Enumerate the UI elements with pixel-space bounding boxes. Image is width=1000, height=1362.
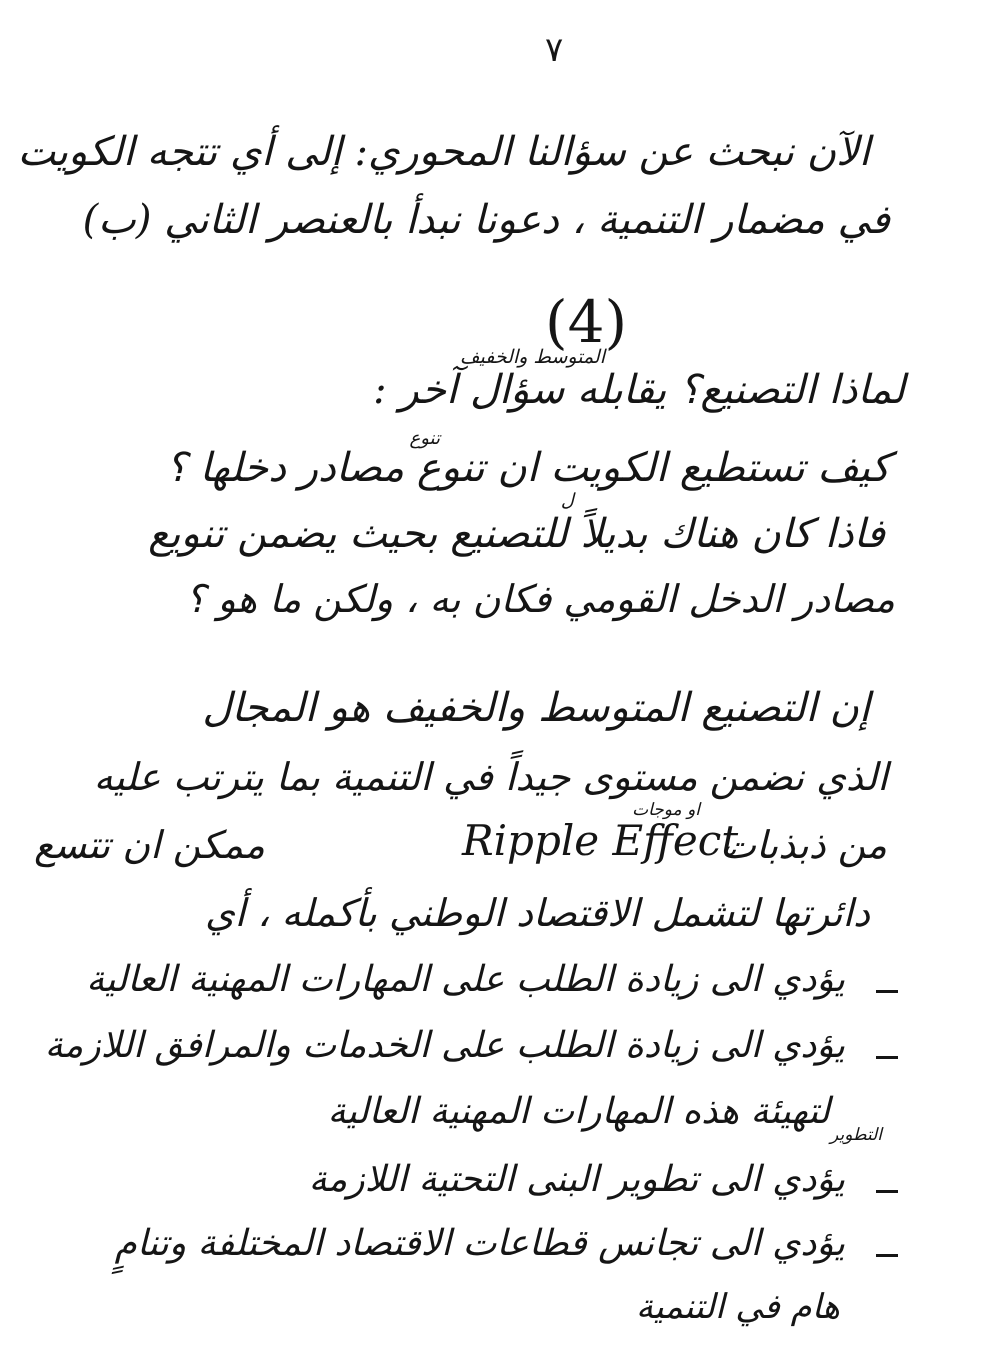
annotation-diversify: تنوع bbox=[409, 428, 440, 449]
bullet-3: يؤدي الى تطوير البنى التحتية اللازمة bbox=[308, 1159, 845, 1200]
section-number: (4) bbox=[545, 288, 628, 356]
bullet-4-continuation: هام في التنمية bbox=[635, 1287, 840, 1327]
question-line-3: فاذا كان هناك بديلاً للتصنيع بحيث يضمن تنويع bbox=[148, 511, 885, 557]
bullet-dash-1 bbox=[876, 990, 898, 993]
bullet-dash-3 bbox=[876, 1190, 898, 1193]
annotation-lam: ل bbox=[560, 490, 574, 511]
bullet-2-continuation: لتهيئة هذه المهارات المهنية العالية bbox=[327, 1091, 830, 1132]
question-line-2: كيف تستطيع الكويت ان تنوع مصادر دخلها ؟ bbox=[165, 445, 890, 491]
answer-line-3-right: من ذبذبات bbox=[720, 823, 887, 867]
question-line-4: مصادر الدخل القومي فكان به ، ولكن ما هو ؟ bbox=[185, 577, 895, 621]
answer-line-4: دائرتها لتشمل الاقتصاد الوطني بأكمله ، أي bbox=[204, 891, 870, 935]
bullet-4: يؤدي الى تجانس قطاعات الاقتصاد المختلفة وتنامٍ bbox=[114, 1223, 845, 1264]
answer-line-1: إن التصنيع المتوسط والخفيف هو المجال bbox=[202, 685, 870, 731]
bullet-dash-4 bbox=[876, 1254, 898, 1257]
page-number: ٧ bbox=[545, 30, 564, 70]
ripple-effect-term: Ripple Effect bbox=[462, 816, 739, 865]
question-line-1: لماذا التصنيع؟ يقابله سؤال آخر : bbox=[373, 367, 905, 413]
annotation-waves: او موجات bbox=[632, 800, 700, 820]
bullet-2: يؤدي الى زيادة الطلب على الخدمات والمرافق اللازمة bbox=[44, 1025, 845, 1066]
intro-line-2: في مضمار التنمية ، دعونا نبدأ بالعنصر الثاني (ب) bbox=[82, 197, 890, 243]
bullet-dash-2 bbox=[876, 1056, 898, 1059]
answer-line-3-left: ممكن ان تتسع bbox=[33, 823, 265, 867]
annotation-development: التطوير bbox=[830, 1125, 882, 1145]
intro-line-1: الآن نبحث عن سؤالنا المحوري: إلى أي تتجه الكويت bbox=[17, 129, 870, 175]
answer-line-2: الذي نضمن مستوى جيداً في التنمية بما يترتب عليه bbox=[93, 755, 888, 799]
annotation-medium-light: المتوسط والخفيف bbox=[459, 346, 605, 368]
bullet-1: يؤدي الى زيادة الطلب على المهارات المهنية العالية bbox=[86, 959, 845, 1000]
